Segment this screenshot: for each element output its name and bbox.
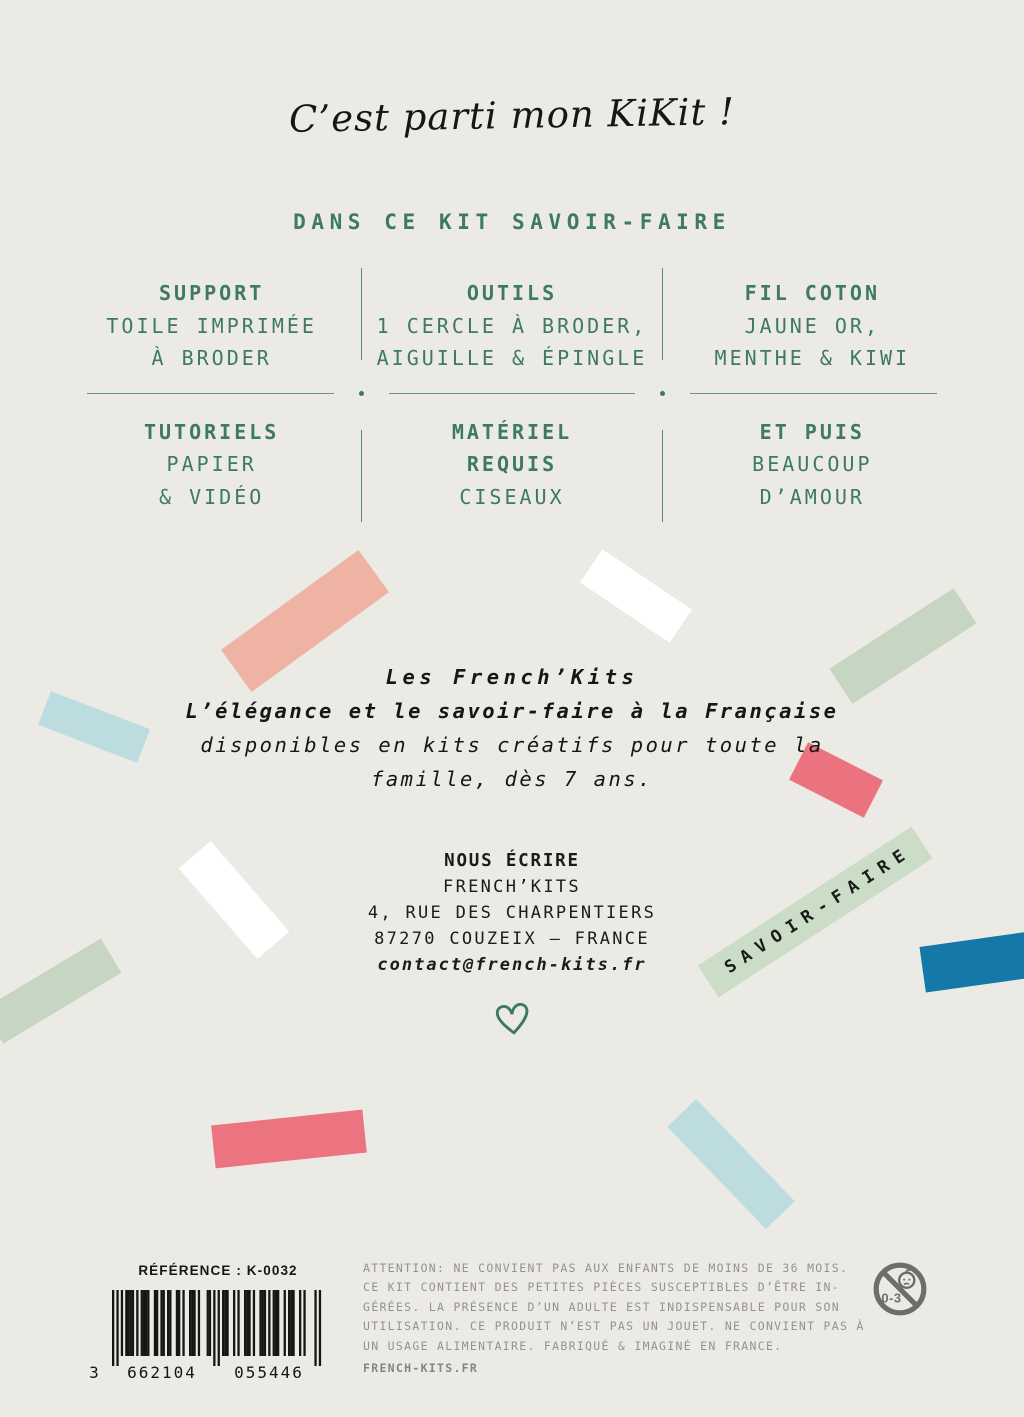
warning-line: CE KIT CONTIENT DES PETITES PIÈCES SUSCEPTIBLES D’ÊTRE IN- bbox=[363, 1280, 840, 1295]
kit-grid-cell bbox=[663, 416, 962, 514]
barcode-bars bbox=[112, 1290, 321, 1366]
safety-warning bbox=[363, 1259, 865, 1378]
barcode bbox=[85, 1288, 335, 1384]
warning-line: UN USAGE ALIMENTAIRE. FABRIQUÉ & IMAGINÉ EN FRANCE. bbox=[363, 1338, 783, 1353]
confetti-piece bbox=[211, 1110, 367, 1169]
kit-item-line: AIGUILLE & ÉPINGLE bbox=[376, 346, 648, 370]
row-divider bbox=[87, 393, 334, 394]
brand-description-line: L’élégance et le savoir-faire à la Française bbox=[185, 699, 839, 723]
contact-brand: FRENCH’KITS bbox=[443, 877, 581, 897]
warning-line: UTILISATION. CE PRODUIT N’EST PAS UN JOUET. NE CONVIENT PAS À bbox=[363, 1319, 865, 1334]
kit-item-line: D’AMOUR bbox=[759, 484, 865, 509]
kit-contents-grid bbox=[62, 277, 962, 522]
kit-item-line: À BRODER bbox=[151, 346, 272, 370]
kit-item-line: TOILE IMPRIMÉE bbox=[106, 313, 317, 338]
age-range-label: 0-3 bbox=[881, 1290, 902, 1306]
barcode-digits: 3 bbox=[89, 1363, 101, 1382]
handwritten-tagline: C’est parti mon KiKit ! bbox=[288, 90, 736, 141]
baby-face-icon bbox=[899, 1273, 914, 1288]
brand-description bbox=[0, 660, 1024, 796]
kit-item-title: SUPPORT bbox=[159, 281, 265, 305]
contact-address-line: 87270 COUZEIX — FRANCE bbox=[374, 929, 650, 949]
kit-item-title: MATÉRIEL bbox=[451, 419, 573, 444]
brand-description-line: famille, dès 7 ans. bbox=[371, 767, 653, 791]
kit-grid-cell bbox=[663, 277, 962, 375]
kit-grid-cell bbox=[62, 416, 361, 514]
kit-item-line: & VIDÉO bbox=[159, 484, 265, 509]
kit-item-title: TUTORIELS bbox=[143, 419, 280, 444]
brand-description-line: Les French’Kits bbox=[385, 665, 639, 689]
kit-item-line: 1 CERCLE À BRODER, bbox=[376, 313, 648, 338]
kit-item-line: JAUNE OR, bbox=[744, 313, 880, 338]
savoir-faire-tag: SAVOIR-FAIRE bbox=[698, 827, 932, 998]
kit-item-title: OUTILS bbox=[466, 281, 558, 305]
kit-item-line: BEAUCOUP bbox=[752, 452, 873, 476]
warning-line: GÉRÉES. LA PRÉSENCE D’UN ADULTE EST INDISPENSABLE POUR SON bbox=[363, 1299, 840, 1314]
barcode-digits: 055446 bbox=[234, 1363, 304, 1382]
contact-heading: NOUS ÉCRIRE bbox=[444, 851, 580, 871]
divider-dot bbox=[359, 391, 364, 396]
row-divider bbox=[389, 393, 636, 394]
contact-email: contact@french-kits.fr bbox=[377, 955, 647, 975]
kit-item-line: PAPIER bbox=[166, 452, 257, 476]
kit-grid-cell bbox=[362, 416, 661, 514]
confetti-piece bbox=[580, 549, 692, 643]
kit-grid-cell bbox=[362, 277, 661, 375]
kit-item-line: MENTHE & KIWI bbox=[714, 346, 911, 370]
brand-description-line: disponibles en kits créatifs pour toute la bbox=[200, 733, 824, 757]
kit-item-title: ET PUIS bbox=[759, 419, 865, 444]
warning-line: ATTENTION: NE CONVIENT PAS AUX ENFANTS DE MOINS DE 36 MOIS. bbox=[363, 1261, 849, 1275]
row-divider bbox=[690, 393, 937, 394]
heart-icon bbox=[493, 1000, 533, 1038]
kit-contents-title: DANS CE KIT SAVOIR-FAIRE bbox=[293, 210, 731, 234]
website-url: FRENCH-KITS.FR bbox=[363, 1361, 479, 1376]
reference-label: RÉFÉRENCE : K-0032 bbox=[138, 1263, 298, 1278]
contact-address-line: 4, RUE DES CHARPENTIERS bbox=[367, 903, 657, 923]
divider-dot bbox=[660, 391, 665, 396]
no-under-3-icon bbox=[871, 1260, 929, 1318]
confetti-piece bbox=[667, 1099, 794, 1229]
kit-item-title: REQUIS bbox=[466, 452, 558, 476]
barcode-digits: 662104 bbox=[127, 1363, 197, 1382]
kit-item-line: CISEAUX bbox=[459, 484, 565, 509]
kit-item-title: FIL COTON bbox=[744, 281, 880, 305]
kit-grid-cell bbox=[62, 277, 361, 375]
